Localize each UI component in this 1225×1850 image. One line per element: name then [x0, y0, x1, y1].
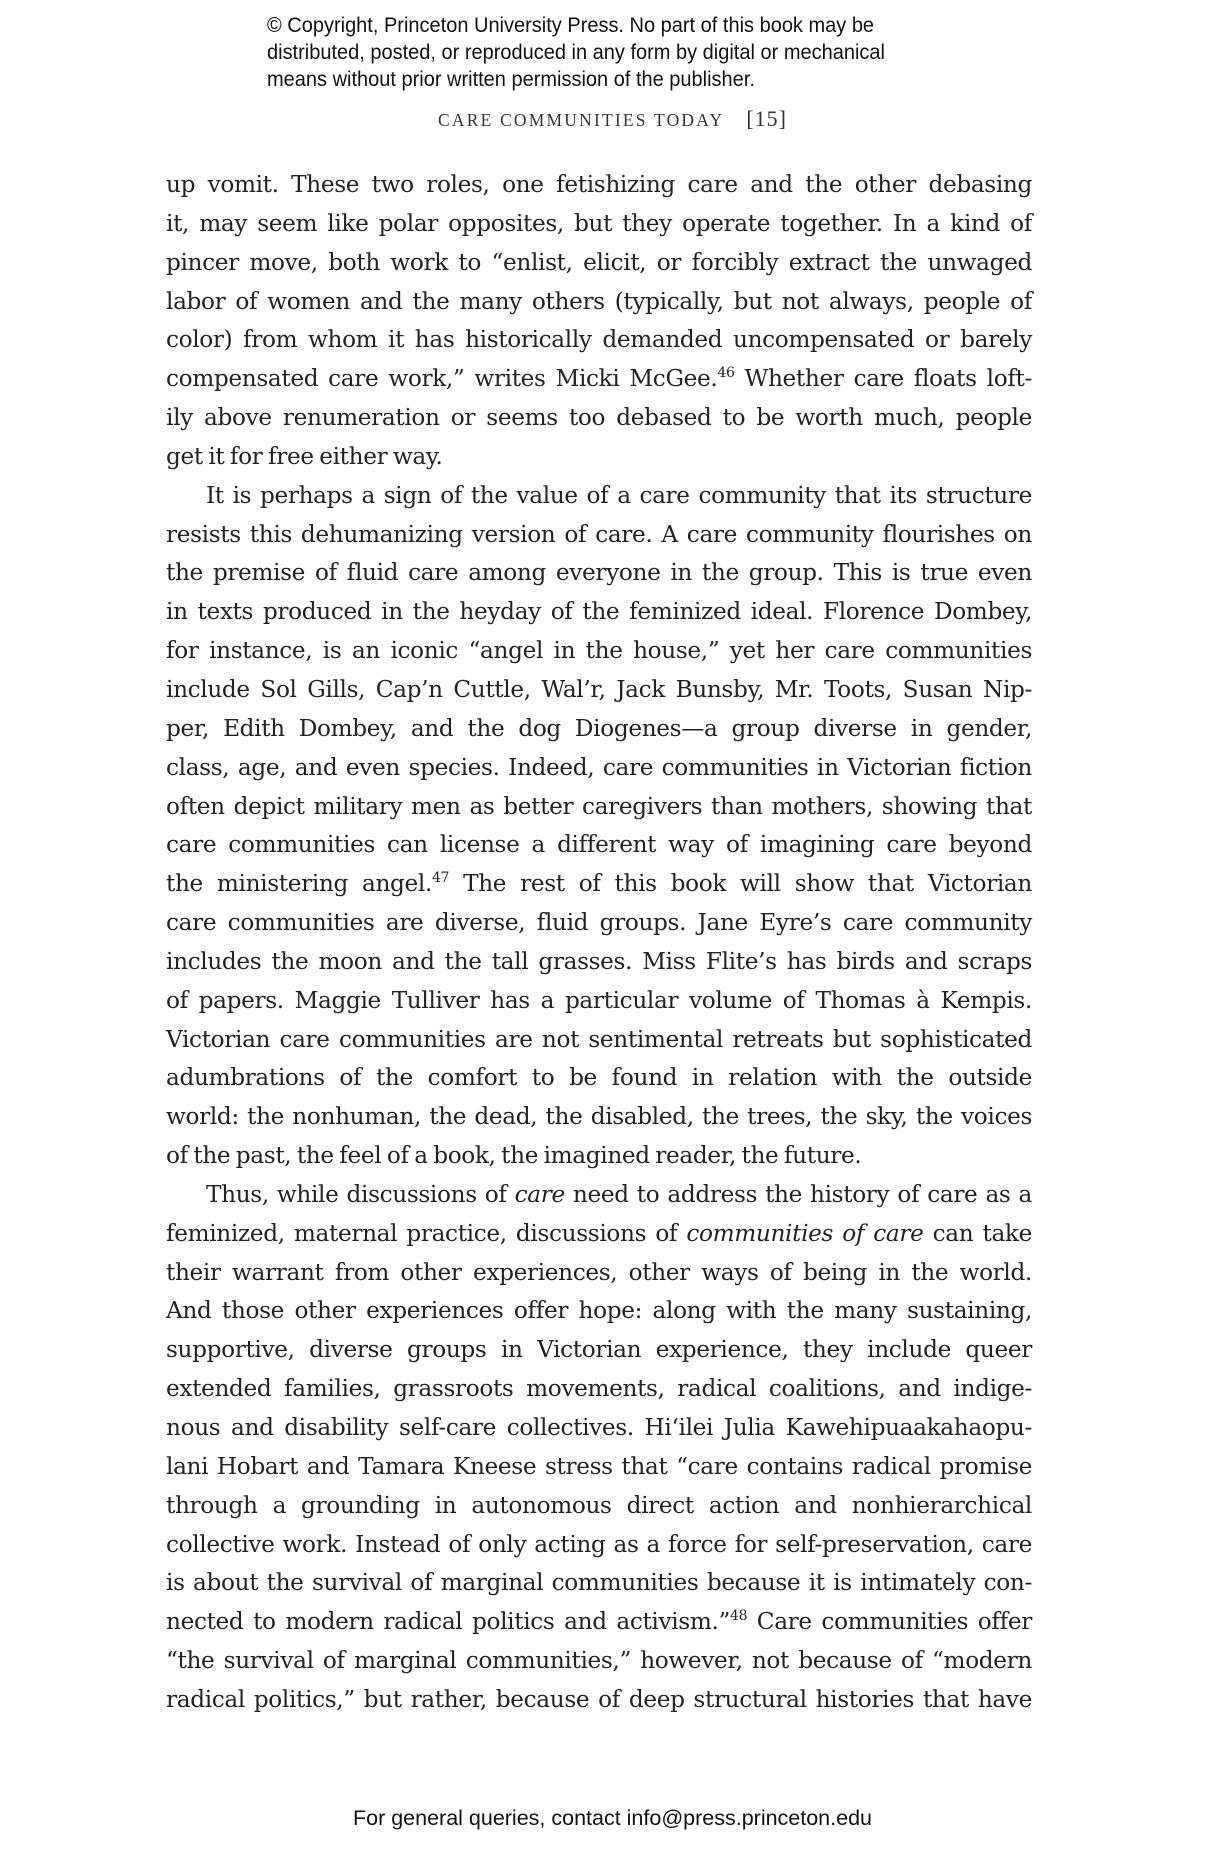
text-line — [166, 1292, 1032, 1331]
body-text — [166, 166, 1032, 1720]
text-segment: includes the moon and the tall grasses. Miss Flite’s has birds and scraps — [166, 947, 1032, 975]
text-segment: It is perhaps a sign of the value of a care community that its structure — [206, 481, 1032, 509]
text-line — [166, 1098, 1032, 1137]
text-segment: compensated care work,” writes Micki McGee. — [166, 365, 718, 393]
text-segment: world: the nonhuman, the dead, the disabled, the trees, the sky, the voices — [166, 1103, 1032, 1131]
text-segment: “the survival of marginal communities,” however, not because of “modern — [166, 1647, 1032, 1675]
text-line — [166, 1254, 1032, 1293]
text-segment: And those other experiences offer hope: along with the many sustaining, — [166, 1297, 1032, 1325]
text-segment: is about the survival of marginal communities because it is intimately con- — [166, 1569, 1032, 1597]
copyright-line: distributed, posted, or reproduced in any form by digital or mechanical — [267, 40, 885, 64]
text-segment: need to address the history of care as a — [564, 1180, 1032, 1208]
text-segment: of the past, the feel of a book, the imagined reader, the future. — [166, 1142, 862, 1170]
text-line — [166, 671, 1032, 710]
text-segment: often depict military men as better caregivers than mothers, showing that — [166, 792, 1032, 820]
text-line — [166, 554, 1032, 593]
text-line — [166, 1176, 1032, 1215]
text-line — [166, 1370, 1032, 1409]
italic-text: communities of care — [686, 1219, 924, 1247]
text-segment: include Sol Gills, Cap’n Cuttle, Wal’r, Jack Bunsby, Mr. Toots, Susan Nip- — [166, 675, 1032, 703]
text-line — [166, 904, 1032, 943]
text-line — [166, 244, 1032, 283]
text-line — [166, 283, 1032, 322]
text-segment: per, Edith Dombey, and the dog Diogenes—a group diverse in gender, — [166, 714, 1032, 742]
chapter-title: CARE COMMUNITIES TODAY — [438, 110, 725, 130]
text-line — [166, 1642, 1032, 1681]
text-segment: the premise of fluid care among everyone in the group. This is true even — [166, 559, 1032, 587]
footnote-ref: 48 — [730, 1608, 748, 1625]
text-segment: Thus, while discussions of — [206, 1180, 515, 1208]
running-head — [0, 106, 1225, 132]
text-segment: Victorian care communities are not sentimental retreats but sophisticated — [166, 1025, 1032, 1053]
text-segment: class, age, and even species. Indeed, care communities in Victorian fiction — [166, 753, 1032, 781]
text-line — [166, 360, 1032, 399]
text-segment: pincer move, both work to “enlist, elicit, or forcibly extract the unwaged — [166, 248, 1032, 276]
text-line — [166, 1487, 1032, 1526]
page-number: [15] — [746, 106, 787, 131]
text-segment: Care communities offer — [747, 1608, 1032, 1636]
text-segment: collective work. Instead of only acting as a force for self-preservation, care — [166, 1530, 1032, 1558]
text-line — [166, 477, 1032, 516]
text-line — [166, 865, 1032, 904]
text-segment: for instance, is an iconic “angel in the house,” yet her care communities — [166, 637, 1032, 665]
text-line — [166, 1059, 1032, 1098]
text-line — [166, 1564, 1032, 1603]
text-line — [166, 632, 1032, 671]
text-line — [166, 1526, 1032, 1565]
text-segment: radical politics,” but rather, because of deep structural histories that have — [166, 1685, 1032, 1713]
text-line — [166, 1409, 1032, 1448]
text-segment: get it for free either way. — [166, 442, 443, 470]
text-segment: lani Hobart and Tamara Kneese stress that “care contains radical promise — [166, 1452, 1032, 1480]
text-segment: care communities can license a different way of imagining care beyond — [166, 831, 1032, 859]
text-line — [166, 166, 1032, 205]
italic-text: care — [514, 1180, 565, 1208]
footnote-ref: 46 — [717, 365, 735, 382]
text-segment: labor of women and the many others (typically, but not always, people of — [166, 287, 1032, 315]
text-segment: the ministering angel. — [166, 870, 432, 898]
text-line — [166, 438, 1032, 477]
text-line — [166, 826, 1032, 865]
text-segment: nous and disability self-care collectives. Hiʻilei Julia Kawehipuaakahaopu- — [166, 1414, 1032, 1441]
text-line — [166, 982, 1032, 1021]
text-segment: resists this dehumanizing version of care. A care community flourishes on — [166, 520, 1032, 548]
text-line — [166, 1448, 1032, 1487]
text-segment: through a grounding in autonomous direct action and nonhierarchical — [166, 1491, 1032, 1519]
text-line — [166, 1681, 1032, 1720]
text-line — [166, 710, 1032, 749]
text-line — [166, 1603, 1032, 1642]
text-line — [166, 1021, 1032, 1060]
text-segment: care communities are diverse, fluid groups. Jane Eyre’s care community — [166, 909, 1032, 937]
text-segment: feminized, maternal practice, discussions of — [166, 1219, 687, 1247]
text-segment: Whether care floats loft- — [734, 365, 1032, 393]
text-segment: nected to modern radical politics and activism.” — [166, 1608, 731, 1636]
text-segment: extended families, grassroots movements, radical coalitions, and indige- — [166, 1375, 1032, 1403]
text-segment: their warrant from other experiences, other ways of being in the world. — [166, 1258, 1032, 1286]
text-line — [166, 788, 1032, 827]
text-line — [166, 749, 1032, 788]
text-segment: up vomit. These two roles, one fetishizing care and the other debasing — [166, 171, 1032, 198]
text-segment: can take — [923, 1219, 1032, 1247]
text-line — [166, 1215, 1032, 1254]
footer-contact: For general queries, contact info@press.princeton.edu — [352, 1806, 872, 1830]
copyright-line: © Copyright, Princeton University Press. No part of this book may be — [267, 13, 875, 37]
text-line — [166, 943, 1032, 982]
text-line — [166, 205, 1032, 244]
text-segment: The rest of this book will show that Victorian — [449, 870, 1032, 898]
text-segment: adumbrations of the comfort to be found in relation with the outside — [166, 1064, 1032, 1092]
text-segment: ily above renumeration or seems too debased to be worth much, people — [166, 404, 1032, 432]
copyright-line: means without prior written permission of the publisher. — [267, 67, 755, 91]
text-segment: color) from whom it has historically demanded uncompensated or barely — [166, 326, 1032, 354]
footnote-ref: 47 — [432, 870, 450, 887]
text-line — [166, 1137, 1032, 1176]
text-segment: it, may seem like polar opposites, but they operate together. In a kind of — [166, 209, 1032, 237]
text-segment: of papers. Maggie Tulliver has a particular volume of Thomas à Kempis. — [166, 986, 1032, 1014]
text-line — [166, 399, 1032, 438]
text-line — [166, 1331, 1032, 1370]
copyright-notice — [267, 12, 974, 93]
text-line — [166, 321, 1032, 360]
text-segment: supportive, diverse groups in Victorian experience, they include queer — [166, 1336, 1032, 1364]
text-line — [166, 516, 1032, 555]
text-line — [166, 593, 1032, 632]
text-segment: in texts produced in the heyday of the feminized ideal. Florence Dombey, — [166, 598, 1032, 626]
